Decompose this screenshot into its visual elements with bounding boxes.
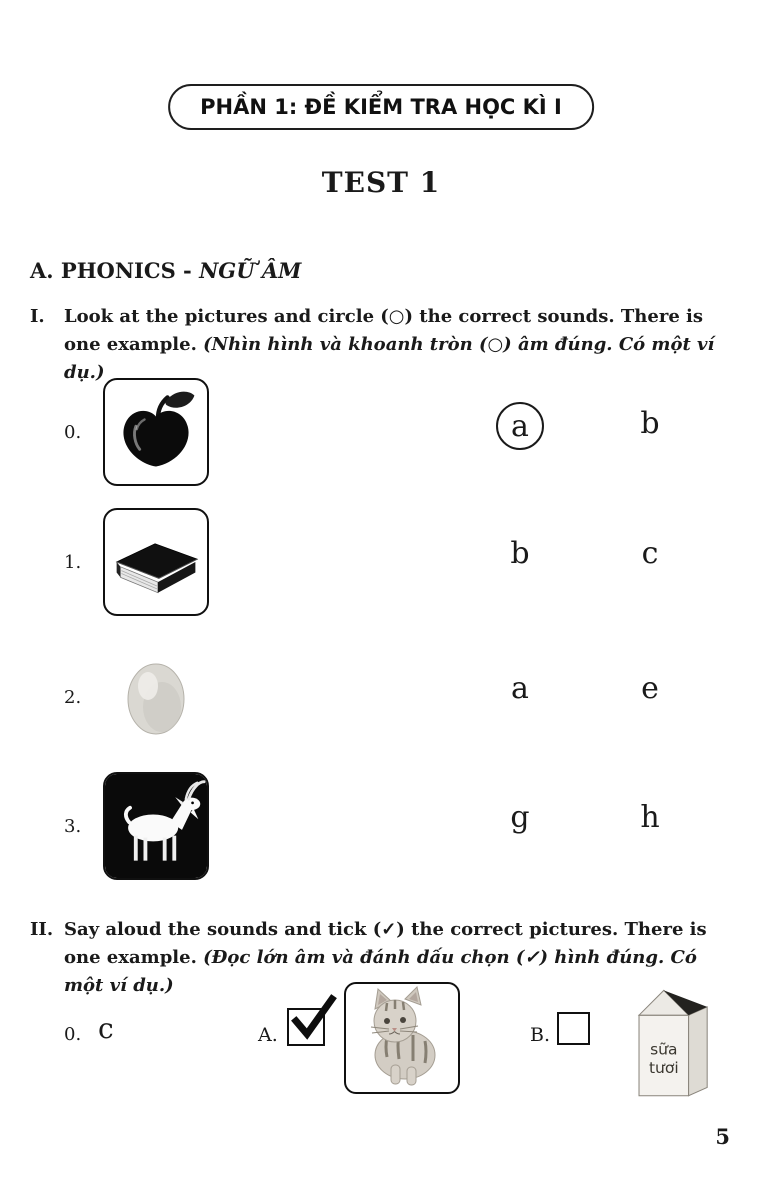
option-1 bbox=[490, 406, 550, 450]
carton-text-line2: tươi bbox=[648, 1059, 679, 1078]
part1-instruction bbox=[30, 303, 742, 387]
phonics-row-1 bbox=[0, 508, 762, 620]
item-number: 1. bbox=[64, 552, 82, 573]
option-2: e bbox=[641, 671, 659, 706]
option-1: b bbox=[510, 536, 530, 571]
egg-icon bbox=[106, 646, 206, 748]
part2-instruction-vi: (Đọc lớn âm và đánh dấu chọn (✓) hình đúng. Có một ví dụ.) bbox=[64, 946, 697, 996]
sound-letter: c bbox=[98, 1012, 114, 1045]
option-2: c bbox=[641, 536, 659, 571]
kitten-image bbox=[344, 982, 460, 1094]
page-number: 5 bbox=[715, 1124, 730, 1149]
option-b-label: B. bbox=[530, 1024, 551, 1046]
phonics-row-3 bbox=[0, 772, 762, 884]
item-number: 0. bbox=[64, 1024, 82, 1045]
goat-image bbox=[103, 772, 209, 880]
circled-answer: a bbox=[496, 402, 544, 450]
goat-icon bbox=[105, 772, 207, 880]
item-number: 0. bbox=[64, 422, 82, 443]
test-title: TEST 1 bbox=[321, 166, 441, 199]
option-1: g bbox=[510, 800, 530, 835]
option-b-checkbox bbox=[557, 1012, 590, 1045]
part2-instruction-en: Say aloud the sounds and tick (✓) the correct pictures. There is one example. bbox=[64, 919, 707, 968]
part2-numeral: II. bbox=[30, 919, 54, 940]
section-a-subtitle: NGỮ ÂM bbox=[199, 258, 302, 283]
part-header: PHẦN 1: ĐỀ KIỂM TRA HỌC KÌ I bbox=[168, 84, 594, 130]
part1-instruction-en: Look at the pictures and circle (○) the correct sounds. There is one example. bbox=[64, 306, 704, 355]
option-1: a bbox=[511, 671, 529, 706]
phonics-row-0 bbox=[0, 378, 762, 490]
carton-text-line1: sữa bbox=[650, 1040, 678, 1059]
milk-carton-image bbox=[618, 978, 722, 1104]
egg-image bbox=[103, 643, 209, 751]
option-a-label: A. bbox=[258, 1024, 278, 1046]
apple-image bbox=[103, 378, 209, 486]
item-number: 2. bbox=[64, 687, 82, 708]
part1-numeral: I. bbox=[30, 306, 45, 327]
section-a-title: A. PHONICS - bbox=[30, 258, 200, 283]
item-number: 3. bbox=[64, 816, 82, 837]
tick-row-0 bbox=[0, 978, 762, 1118]
option-2: h bbox=[640, 800, 660, 835]
book-image bbox=[103, 508, 209, 616]
part1-instruction-vi: (Nhìn hình và khoanh tròn (○) âm đúng. Có một ví dụ.) bbox=[64, 333, 715, 383]
phonics-row-2 bbox=[0, 643, 762, 755]
option-a-checkbox bbox=[287, 1008, 325, 1046]
milk-carton-icon bbox=[618, 978, 722, 1104]
option-2: b bbox=[640, 406, 660, 441]
tick-icon bbox=[286, 993, 338, 1043]
kitten-icon bbox=[347, 985, 457, 1091]
apple-icon bbox=[108, 384, 204, 480]
book-icon bbox=[108, 514, 204, 610]
section-a-heading bbox=[30, 258, 301, 283]
